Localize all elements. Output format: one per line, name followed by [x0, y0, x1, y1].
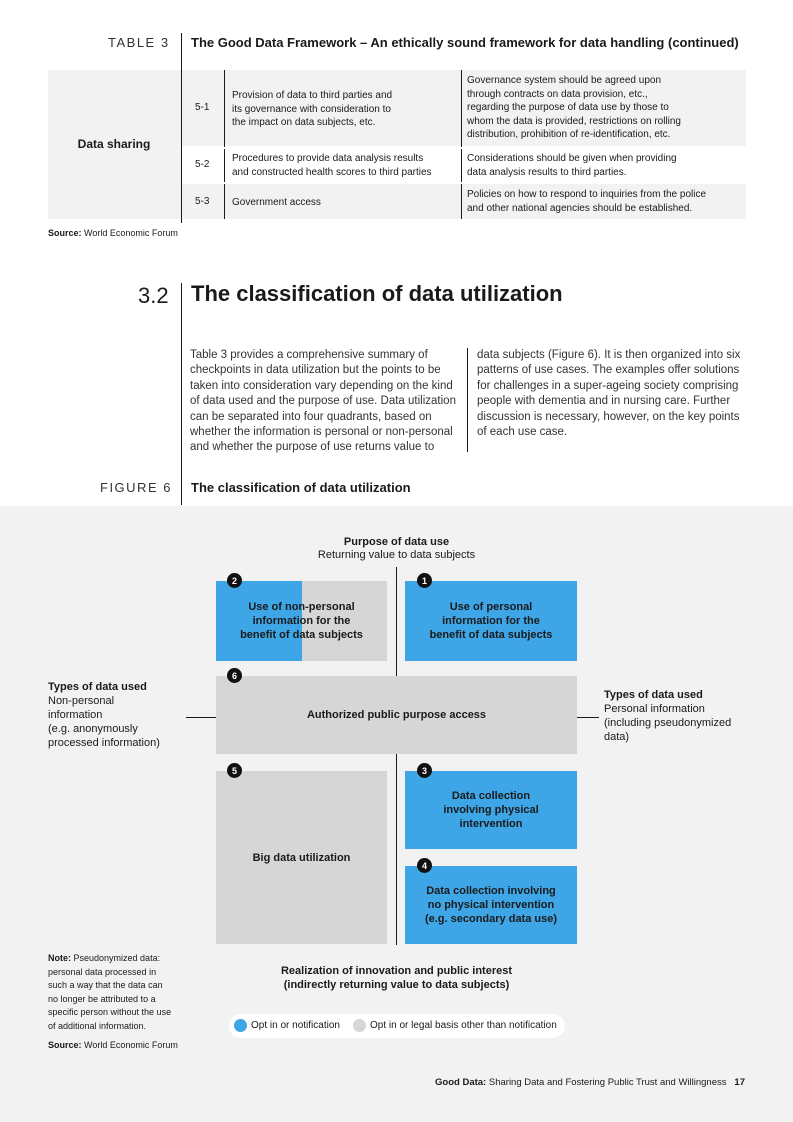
badge-6: 6 [227, 668, 242, 683]
table-source: Source: World Economic Forum [48, 228, 178, 238]
legend-label: Opt in or legal basis other than notification [370, 1020, 557, 1031]
row-item: Government access [232, 197, 321, 208]
top-axis-title: Purpose of data use [343, 536, 450, 548]
badge-1: 1 [417, 573, 432, 588]
legend-label: Opt in or notification [251, 1020, 340, 1031]
vertical-axis-line [396, 567, 397, 945]
row-item: Provision of data to third parties and its governance with consideration to the impact on data subjects, etc. [232, 90, 393, 128]
badge-5: 5 [227, 763, 242, 778]
badge-4: 4 [417, 858, 432, 873]
horizontal-axis-line-right [577, 717, 599, 718]
row-number: 5-3 [195, 196, 210, 207]
table-grid-line [224, 70, 225, 219]
table-row-separator [182, 182, 746, 184]
quadrant-big-data: Big data utilization [216, 771, 387, 944]
row-description: Governance system should be agreed upon through contracts on data provision, etc., regarding the purpose of data use by those to whom the data is provided, restrictions on rolling distribution, prohibition of re-identification, etc. [467, 75, 681, 140]
quadrant-physical-intervention: Data collection involving physical intervention [405, 771, 577, 849]
quadrant-personal-benefit: Use of personal information for the benefit of data subjects [405, 581, 577, 661]
section-divider-line [181, 283, 182, 505]
figure-label: FIGURE 6 [100, 480, 172, 495]
legend-dot-blue [234, 1019, 247, 1032]
table-row-separator [182, 147, 746, 149]
table-label: TABLE 3 [108, 35, 170, 50]
row-description: Considerations should be given when providing data analysis results to third parties. [467, 153, 677, 178]
figure-source: Source: World Economic Forum [48, 1040, 178, 1050]
page-footer: Good Data: Sharing Data and Fostering Public Trust and Willingness 17 [435, 1077, 745, 1088]
figure-note: Note: Pseudonymized data: personal data processed in such a way that the data can no longer be attributed to a specific person without the use of additional information. [48, 953, 172, 1031]
row-number: 5-2 [195, 159, 210, 170]
body-column-2: data subjects (Figure 6). It is then organized into six patterns of use cases. The examples offer solutions for challenges in a super-ageing society comprising people with dementia and in nursing care. Further discussion is necessary, however, on the key points of each use case. [477, 349, 741, 439]
row-number: 5-1 [195, 102, 210, 113]
legend-dot-grey [353, 1019, 366, 1032]
figure-title: The classification of data utilization [191, 480, 411, 495]
badge-3: 3 [417, 763, 432, 778]
left-axis-label: Types of data used Non-personal information (e.g. anonymously processed information) [48, 681, 160, 749]
badge-2: 2 [227, 573, 242, 588]
quadrant-public-purpose-access: Authorized public purpose access [216, 676, 577, 754]
top-axis-subtitle: Returning value to data subjects [317, 549, 476, 561]
quadrant-2-label: Use of non-personal information for the benefit of data subjects [240, 601, 363, 641]
column-divider-line [467, 348, 468, 452]
right-axis-label: Types of data used Personal information (including pseudonymized data) [604, 689, 732, 743]
table-grid-line [461, 70, 462, 219]
horizontal-axis-line-left [186, 717, 216, 718]
quadrant-no-physical-intervention: Data collection involving no physical intervention (e.g. secondary data use) [405, 866, 577, 944]
section-title: The classification of data utilization [191, 281, 563, 306]
table-title: The Good Data Framework – An ethically sound framework for data handling (continued) [191, 35, 739, 50]
group-label: Data sharing [77, 137, 151, 151]
bottom-axis-label: Realization of innovation and public interest (indirectly returning value to data subjects) [280, 965, 513, 991]
legend [229, 1014, 565, 1038]
row-description: Policies on how to respond to inquiries from the police and other national agencies should be established. [467, 189, 707, 214]
row-item: Procedures to provide data analysis results and constructed health scores to third parties [232, 153, 432, 178]
section-number: 3.2 [138, 283, 169, 308]
body-column-1: Table 3 provides a comprehensive summary of checkpoints in data utilization but the points to be taken into consideration vary depending on the kind of data used and the purpose of use. Data utilization can be separated into four quadrants, based on whether the information is personal or non-personal and whether the purpose of use returns value to [190, 349, 456, 454]
